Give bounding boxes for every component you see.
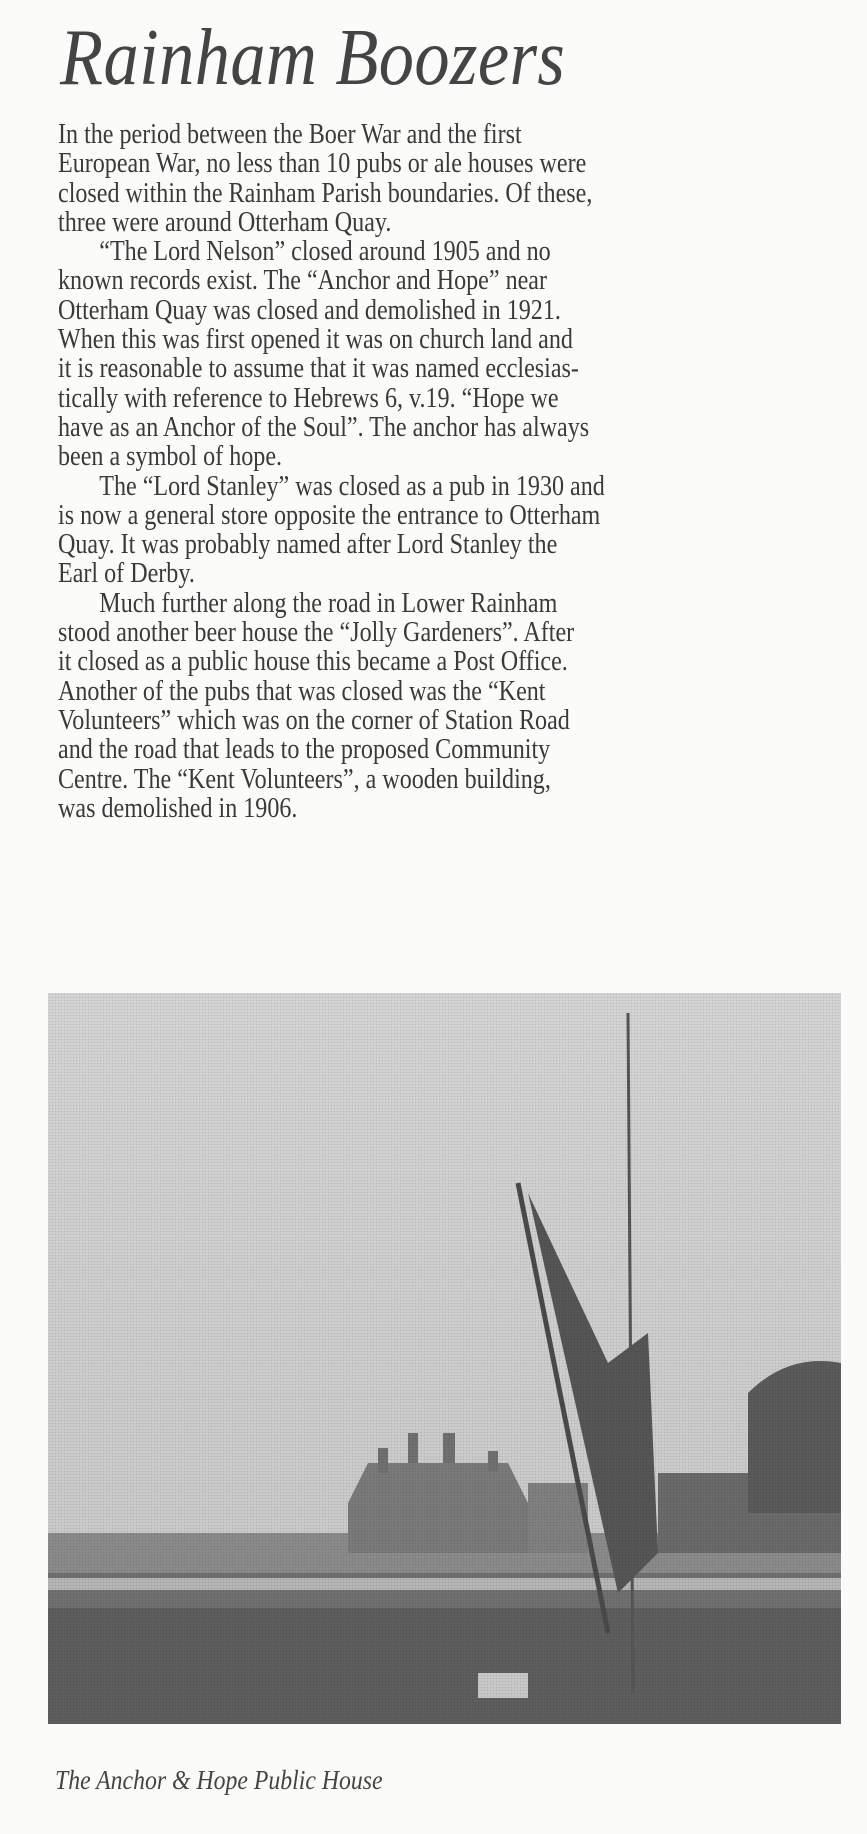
text-line: closed within the Rainham Parish boundaries. Of these,	[58, 177, 593, 209]
text-line: Volunteers” which was on the corner of Station Road	[58, 704, 570, 736]
text-line: The “Lord Stanley” was closed as a pub in 1930 and	[99, 470, 605, 502]
text-line: Otterham Quay was closed and demolished in 1921.	[58, 294, 561, 326]
text-line: was demolished in 1906.	[58, 792, 298, 824]
text-line: it is reasonable to assume that it was named ecclesias-	[58, 353, 579, 385]
page-title: Rainham Boozers	[60, 14, 566, 102]
text-line: stood another beer house the “Jolly Gardeners”. After	[58, 617, 575, 649]
text-line: it closed as a public house this became a Post Office.	[58, 646, 568, 678]
text-line: is now a general store opposite the entrance to Otterham	[58, 499, 601, 531]
text-line: Earl of Derby.	[58, 558, 195, 590]
text-line: and the road that leads to the proposed Community	[58, 734, 551, 766]
photo-caption: The Anchor & Hope Public House	[55, 1765, 383, 1795]
photo-illustration	[48, 993, 841, 1724]
text-line: When this was first opened it was on church land and	[58, 324, 573, 356]
text-line: known records exist. The “Anchor and Hope” near	[58, 265, 548, 297]
text-line: Quay. It was probably named after Lord Stanley the	[58, 529, 558, 561]
text-line: “The Lord Nelson” closed around 1905 and no	[99, 236, 551, 268]
anchor-and-hope-photo	[48, 993, 841, 1724]
text-line: In the period between the Boer War and the first	[58, 119, 522, 150]
text-line: European War, no less than 10 pubs or ale houses were	[58, 148, 587, 180]
text-line: been a symbol of hope.	[58, 441, 283, 473]
article-body	[58, 120, 858, 823]
text-line: tically with reference to Hebrews 6, v.19. “Hope we	[58, 382, 559, 414]
text-line: have as an Anchor of the Soul”. The anchor has always	[58, 411, 590, 443]
text-line: Centre. The “Kent Volunteers”, a wooden building,	[58, 763, 551, 795]
text-line: Another of the pubs that was closed was the “Kent	[58, 675, 546, 707]
text-line: Much further along the road in Lower Rainham	[99, 587, 558, 619]
text-line: three were around Otterham Quay.	[58, 206, 392, 238]
